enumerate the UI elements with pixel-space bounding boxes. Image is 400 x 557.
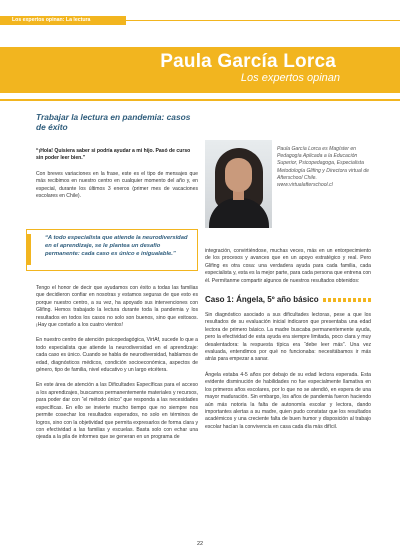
author-name: Paula García Lorca: [160, 51, 336, 72]
page-number: 22: [196, 541, 204, 547]
section-subtitle: Los expertos opinan: [240, 72, 340, 84]
paragraph: En este área de atención a las Dificultades Específicas para el acceso a los aprendizajes, buscamos permanentemente materiales y recursos, para poder dar con “el método único” que responda a las necesidades específicas. En ello se invierte mucho tiempo que no siempre nos permite cosechar los resultados esperados, no solo en términos de logros, sino con la objetividad que permita expresarlos de forma clara y con efectividad a las familias y escuelas. Basta solo con echar una ojeada a la pila de informes que se generan en un programa de: [36, 382, 198, 441]
pull-quote-bar: [26, 234, 31, 265]
case-heading: [205, 295, 371, 304]
article-title: Trabajar la lectura en pandemia: casos de éxito: [36, 112, 191, 132]
section-tag: Los expertos opinan: La lectura: [0, 16, 126, 25]
paragraph: integración, convirtiéndose, muchas veces, más en un entorpecimiento de los procesos y avances que en un apoyo estratégico y real. Pero Glifing es otra cosa: una verdadera ayuda para cada familia, cada especialista y, esta es la mejor parte, para cada persona que entrena con él. Permítanme compartir algunos de nuestros resultados obtenidos:: [205, 248, 371, 284]
left-column-body: [36, 285, 198, 442]
hero-rule: [0, 99, 400, 101]
left-column-top: [36, 112, 198, 200]
pull-quote: [26, 229, 198, 271]
intro-quote: “¡Hola! Quisiera saber si podría ayudar a mi hijo. Pasó de curso sin poder leer bien.”: [36, 148, 191, 162]
paragraph: En nuestro centro de atención psicopedagógica, VirtAf, sucede lo que a todo especialista que atiende la neurodiversidad en el aprendizaje: cada caso es único. Cuando se habla de neurodiversidad, hablamos de edad, diagnósticos médicos, condición socioeconómica, aspectos de género, tipo de familia, nivel educativo y un largo etcétera.: [36, 337, 198, 374]
hero-banner: [0, 47, 400, 93]
paragraph: Ángela estaba 4-5 años por debajo de su edad lectora esperada. Esta evidente disminución de habilidades no fue especialmente llamativa en los primeros años escolares, por lo que no se atendió, en espera de una mayor maduración. Sin embargo, los años de pandemia fueron haciendo aún más notoria la falta de autonomía escolar y lectora, dando importantes alertas a su madre, quien pudo constatar que los resultados académicos y una creciente falta de buen humor y disposición al trabajo escolar hacían la convivencia en casa cada día más difícil.: [205, 371, 371, 430]
top-bar: [0, 0, 400, 26]
paragraph: Con breves variaciones en la frase, este es el tipo de mensajes que más recibimos en nuestro centro en cualquier momento del año y, en especial, durante los últimos 3 eneros (primer mes de vacaciones escolares en Chile).: [36, 170, 198, 200]
top-rule: [126, 20, 400, 21]
paragraph: Sin diagnóstico asociado a sus dificultades lectoras, pese a que los resultados de su evaluación inicial indicaron que presentaba una edad lectora de primero básico. La madre buscaba permanentemente ayuda, pero la efectividad de esta ayuda era siempre limitada, poco clara y muy desalentadora: la respuesta típica era “debe leer más”. Una vez evaluada, entendimos por qué no funcionaba: necesitábamos ir más atrás para empezar a sanar.: [205, 312, 371, 363]
author-photo: [205, 140, 272, 228]
paragraph: Tengo el honor de decir que ayudamos con éxito a todas las familias que decidieron confiar en nosotras y estamos seguras de que esto es porque nuestro centro, a su vez, ha apoyado sus intervenciones con Glifing. Hemos trabajado la lectura durante toda la pandemia y los resultados en todos los casos no solo son buenos, sino que exitosos. ¡Hay que contarlo a los cuatro vientos!: [36, 285, 198, 329]
case-title: Caso 1: Ángela, 5º año básico: [205, 295, 319, 305]
pull-quote-text: “A todo especialista que atiende la neurodiversidad en el aprendizaje, se le plantea un desafío permanente: cada caso es único e inigualable.”: [45, 235, 188, 257]
case-divider: [323, 298, 371, 302]
right-column: [205, 248, 371, 431]
author-bio: Paula García Lorca es Magíster en Pedagogía Aplicada a la Educación Superior, Psicopedagoga, Especialista Metodología Glifing y Directora virtual de Afterschool Chile. www.virtualafterschool.cl: [277, 146, 370, 189]
